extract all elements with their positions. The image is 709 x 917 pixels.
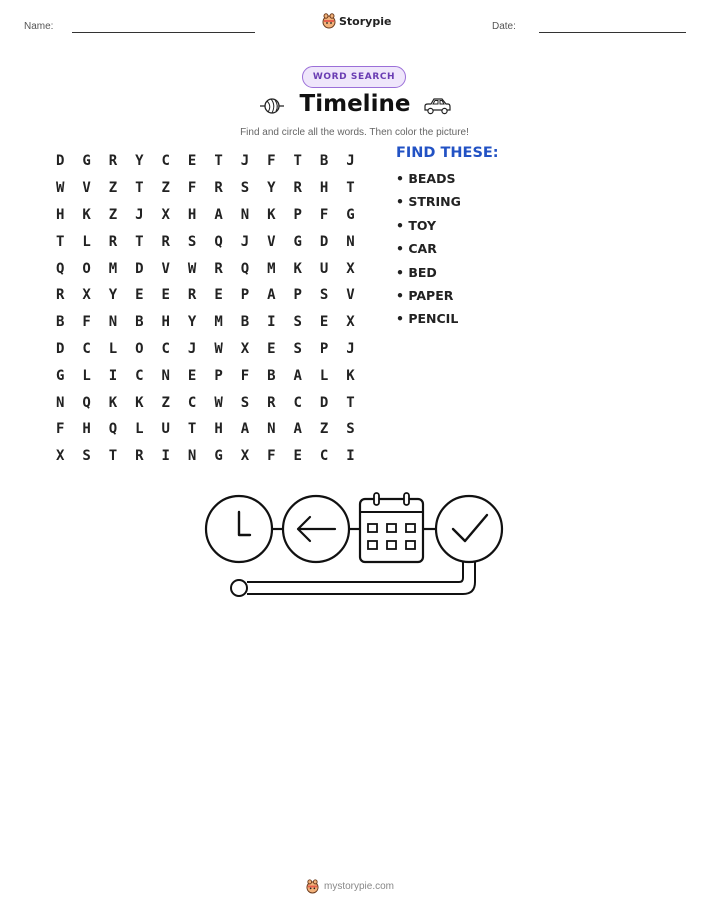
word-list-item: • BEADS [396, 171, 456, 186]
grid-letter[interactable]: S [82, 448, 91, 465]
grid-letter[interactable]: R [187, 287, 197, 304]
grid-letter[interactable]: Q [108, 421, 118, 438]
word-list-item: • TOY [396, 217, 437, 233]
grid-letter[interactable]: A [240, 421, 250, 438]
grid-letter[interactable]: B [319, 153, 329, 170]
grid-letter[interactable]: T [187, 421, 197, 438]
grid-letter[interactable]: E [319, 314, 329, 331]
grid-letter[interactable]: N [108, 314, 118, 331]
grid-letter[interactable]: M [214, 314, 223, 331]
grid-letter[interactable]: K [267, 206, 276, 223]
grid-letter[interactable]: T [55, 233, 65, 250]
grid-letter[interactable]: R [214, 260, 223, 277]
grid-letter[interactable]: Y [267, 180, 276, 197]
grid-letter[interactable]: E [161, 287, 170, 304]
grid-letter[interactable]: S [240, 180, 250, 197]
grid-letter[interactable]: N [267, 421, 276, 438]
grid-letter[interactable]: R [135, 448, 144, 465]
grid-letter[interactable]: L [82, 233, 91, 250]
grid-letter[interactable]: H [161, 314, 170, 331]
grid-letter[interactable]: H [82, 421, 91, 438]
grid-letter[interactable]: P [293, 206, 302, 223]
grid-letter[interactable]: F [187, 180, 197, 197]
grid-letter[interactable]: G [214, 448, 223, 465]
grid-letter[interactable]: O [82, 260, 91, 277]
instructions: Find and circle all the words. Then color the picture! [240, 127, 469, 138]
grid-letter[interactable]: Q [55, 260, 65, 277]
grid-letter[interactable]: T [346, 394, 355, 411]
grid-letter[interactable]: H [187, 206, 197, 223]
grid-letter[interactable]: P [240, 287, 250, 304]
grid-letter[interactable]: H [214, 421, 223, 438]
grid-letter[interactable]: A [214, 206, 223, 223]
grid-letter[interactable]: M [108, 260, 118, 277]
grid-letter[interactable]: N [346, 233, 355, 250]
letter-grid [47, 148, 364, 470]
grid-letter[interactable]: S [346, 421, 355, 438]
grid-letter[interactable]: S [187, 233, 197, 250]
grid-letter[interactable]: K [293, 260, 302, 277]
grid-letter[interactable]: S [319, 287, 329, 304]
grid-letter[interactable]: K [108, 394, 118, 411]
grid-letter[interactable]: W [214, 340, 223, 357]
grid-letter[interactable]: F [55, 421, 65, 438]
grid-row [47, 336, 364, 363]
grid-letter[interactable]: X [346, 260, 355, 277]
storypie-mascot-icon [322, 13, 336, 29]
grid-letter[interactable]: S [240, 394, 250, 411]
grid-letter[interactable]: Q [82, 394, 91, 411]
brand-name: Storypie [339, 14, 392, 28]
grid-letter[interactable]: B [267, 367, 276, 384]
footer [306, 879, 394, 894]
grid-letter[interactable]: R [55, 287, 65, 304]
grid-row [47, 282, 364, 309]
grid-letter[interactable]: I [267, 314, 276, 331]
name-label: Name: [24, 21, 54, 32]
grid-letter[interactable]: P [214, 367, 223, 384]
grid-letter[interactable]: K [346, 367, 355, 384]
grid-letter[interactable]: Z [108, 180, 118, 197]
grid-letter[interactable]: E [187, 367, 197, 384]
grid-letter[interactable]: Z [161, 394, 170, 411]
grid-letter[interactable]: L [135, 421, 144, 438]
grid-letter[interactable]: F [240, 367, 250, 384]
grid-letter[interactable]: C [161, 153, 170, 170]
grid-letter[interactable]: F [82, 314, 91, 331]
grid-letter[interactable]: X [346, 314, 355, 331]
grid-letter[interactable]: S [293, 314, 302, 331]
grid-letter[interactable]: V [161, 260, 170, 277]
grid-letter[interactable]: T [293, 153, 302, 170]
grid-letter[interactable]: E [135, 287, 144, 304]
grid-row [47, 255, 364, 282]
grid-letter[interactable]: H [55, 206, 65, 223]
grid-letter[interactable]: B [55, 314, 65, 331]
grid-letter[interactable]: D [135, 260, 144, 277]
grid-letter[interactable]: B [135, 314, 144, 331]
grid-letter[interactable]: C [135, 367, 144, 384]
grid-letter[interactable]: W [214, 394, 223, 411]
date-line[interactable] [539, 32, 686, 33]
grid-letter[interactable]: I [346, 448, 355, 465]
date-label: Date: [492, 21, 516, 32]
grid-letter[interactable]: A [293, 367, 302, 384]
grid-letter[interactable]: Z [161, 180, 170, 197]
grid-letter[interactable]: L [319, 367, 329, 384]
grid-letter[interactable]: N [55, 394, 65, 411]
grid-letter[interactable]: J [346, 340, 355, 357]
grid-letter[interactable]: T [108, 448, 118, 465]
grid-letter[interactable]: F [267, 153, 276, 170]
grid-letter[interactable]: W [55, 180, 65, 197]
timeline-picture [200, 490, 510, 602]
clock-icon [206, 496, 272, 562]
grid-row [47, 443, 364, 470]
grid-letter[interactable]: R [161, 233, 170, 250]
grid-letter[interactable]: U [319, 260, 329, 277]
grid-letter[interactable]: E [214, 287, 223, 304]
grid-letter[interactable]: Q [240, 260, 250, 277]
brand-logo [322, 13, 391, 29]
grid-letter[interactable]: X [240, 340, 250, 357]
grid-letter[interactable]: W [187, 260, 197, 277]
grid-letter[interactable]: B [240, 314, 250, 331]
grid-row [47, 309, 364, 336]
grid-letter[interactable]: J [135, 206, 144, 223]
grid-letter[interactable]: R [293, 180, 302, 197]
storypie-mascot-icon [306, 879, 319, 894]
grid-letter[interactable]: Y [108, 287, 118, 304]
grid-letter[interactable]: Z [108, 206, 118, 223]
grid-letter[interactable]: S [293, 340, 302, 357]
page-title: Timeline [299, 91, 411, 117]
grid-letter[interactable]: D [55, 153, 65, 170]
grid-letter[interactable]: E [293, 448, 302, 465]
grid-row [47, 148, 364, 175]
toy-car-icon [422, 95, 452, 117]
grid-letter[interactable]: X [55, 448, 65, 465]
grid-letter[interactable]: T [214, 153, 223, 170]
word-list-item: • CAR [396, 241, 437, 257]
footer-url[interactable]: mystorypie.com [324, 881, 395, 892]
grid-letter[interactable]: T [135, 233, 144, 250]
grid-row [47, 228, 364, 255]
grid-letter[interactable]: T [346, 180, 355, 197]
grid-letter[interactable]: J [187, 340, 197, 357]
grid-letter[interactable]: F [319, 206, 329, 223]
grid-letter[interactable]: K [135, 394, 144, 411]
word-list-item: • BED [396, 264, 437, 280]
grid-letter[interactable]: I [161, 448, 170, 465]
grid-letter[interactable]: M [267, 260, 276, 277]
grid-letter[interactable]: D [55, 340, 65, 357]
grid-letter[interactable]: R [108, 153, 118, 170]
grid-letter[interactable]: L [82, 367, 91, 384]
grid-letter[interactable]: K [82, 206, 91, 223]
name-line[interactable] [72, 32, 255, 33]
grid-letter[interactable]: Z [319, 421, 329, 438]
checkmark-icon [436, 496, 502, 562]
grid-row [47, 175, 364, 202]
grid-letter[interactable]: G [82, 153, 91, 170]
grid-letter[interactable]: J [240, 153, 250, 170]
grid-letter[interactable]: O [135, 340, 144, 357]
grid-letter[interactable]: C [82, 340, 91, 357]
grid-row [47, 389, 364, 416]
grid-letter[interactable]: C [293, 394, 302, 411]
grid-letter[interactable]: Y [135, 153, 144, 170]
grid-letter[interactable]: A [293, 421, 302, 438]
word-list [396, 171, 461, 335]
grid-letter[interactable]: J [346, 153, 355, 170]
grid-letter[interactable]: G [293, 233, 302, 250]
grid-letter[interactable]: N [187, 448, 197, 465]
word-list-item: • PENCIL [396, 311, 459, 327]
grid-letter[interactable]: G [55, 367, 65, 384]
grid-row [47, 416, 364, 443]
word-list-item: • PAPER [396, 287, 454, 303]
grid-letter[interactable]: C [187, 394, 197, 411]
grid-letter[interactable]: N [240, 206, 250, 223]
grid-letter[interactable]: C [319, 448, 329, 465]
grid-letter[interactable]: R [108, 233, 118, 250]
grid-letter[interactable]: I [108, 367, 118, 384]
grid-letter[interactable]: G [346, 206, 355, 223]
grid-letter[interactable]: A [267, 287, 276, 304]
grid-letter[interactable]: V [267, 233, 276, 250]
word-list-item: • STRING [396, 194, 461, 210]
grid-letter[interactable]: U [161, 421, 170, 438]
grid-letter[interactable]: J [240, 233, 250, 250]
grid-letter[interactable]: D [319, 233, 329, 250]
grid-letter[interactable]: T [135, 180, 144, 197]
grid-letter[interactable]: H [319, 180, 329, 197]
grid-letter[interactable]: D [319, 394, 329, 411]
back-arrow-icon [283, 496, 349, 562]
grid-letter[interactable]: X [82, 287, 91, 304]
word-search-badge: WORD SEARCH [302, 66, 406, 88]
yarn-ball-icon [259, 95, 285, 117]
grid-letter[interactable]: F [267, 448, 276, 465]
grid-letter[interactable]: E [187, 153, 197, 170]
grid-letter[interactable]: P [293, 287, 302, 304]
grid-letter[interactable]: Q [214, 233, 223, 250]
grid-letter[interactable]: R [214, 180, 223, 197]
grid-letter[interactable]: V [346, 287, 355, 304]
grid-letter[interactable]: E [267, 340, 276, 357]
grid-letter[interactable]: X [161, 206, 170, 223]
grid-letter[interactable]: R [267, 394, 276, 411]
grid-row [47, 202, 364, 229]
grid-letter[interactable]: X [240, 448, 250, 465]
grid-row [47, 362, 364, 389]
grid-letter[interactable]: N [161, 367, 170, 384]
grid-letter[interactable]: L [108, 340, 118, 357]
grid-letter[interactable]: P [319, 340, 329, 357]
grid-letter[interactable]: V [82, 180, 91, 197]
calendar-icon [360, 493, 423, 562]
grid-letter[interactable]: C [161, 340, 170, 357]
grid-letter[interactable]: Y [187, 314, 197, 331]
find-these-heading: FIND THESE: [396, 145, 499, 161]
